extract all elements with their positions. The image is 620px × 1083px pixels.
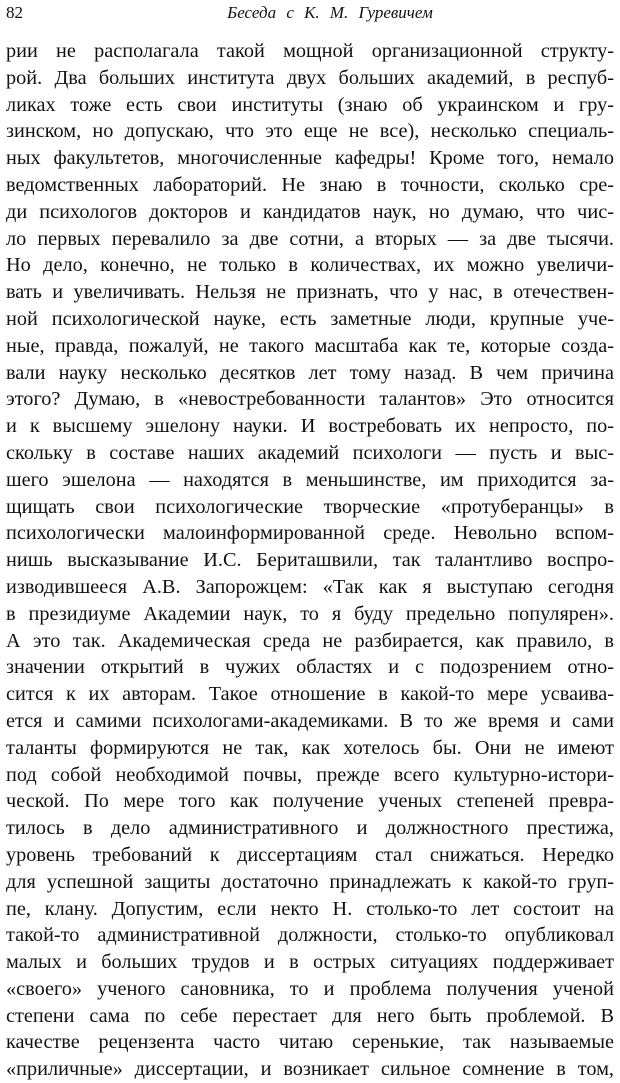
text-line: уровень требований к диссертациям стал снижаться. Нередко	[6, 843, 614, 866]
text-line: этого? Думаю, в «невостребованности талантов» Это относится	[6, 388, 614, 411]
text-line: ется и самими психологами-академиками. В то же время и сами	[6, 709, 614, 732]
page-number: 82	[6, 3, 23, 22]
text-line: ных факультетов, многочисленные кафедры! Кроме того, немало	[6, 147, 614, 170]
text-line: рой. Два больших института двух больших академий, в респуб-	[6, 66, 614, 89]
text-line: скольку в составе наших академий психологи — пусть и выс-	[6, 441, 614, 464]
text-line: таланты формируются не так, как хотелось бы. Они не имеют	[6, 736, 614, 759]
text-line: для успешной защиты достаточно принадлежать к какой-то груп-	[6, 870, 614, 893]
text-line: под собой необходимой почвы, прежде всего культурно-истори-	[6, 763, 614, 786]
text-line: малых и больших трудов и в острых ситуациях поддерживает	[6, 951, 614, 974]
text-line: «приличные» диссертации, и возникает сильное сомнение в том,	[6, 1058, 614, 1081]
text-line: А это так. Академическая среда не разбирается, как правило, в	[6, 629, 614, 652]
text-line: пе, клану. Допустим, если некто Н. столько-то лет состоит на	[6, 897, 614, 920]
text-line: ные, правда, пожалуй, не такого масштаба как те, которые созда-	[6, 334, 614, 357]
text-line: значении открытий в чужих областях и с подозрением отно-	[6, 656, 614, 679]
text-line: психологически малоинформированной среде. Невольно вспом-	[6, 522, 614, 545]
text-line: Но дело, конечно, не только в количествах, их можно увеличи-	[6, 254, 614, 277]
text-line: ческой. По мере того как получение ученых степеней превра-	[6, 790, 614, 813]
text-line: ведомственных лабораторий. Не знаю в точности, сколько сре-	[6, 173, 614, 196]
text-line: вали науку несколько десятков лет тому назад. В чем причина	[6, 361, 614, 384]
text-line: ди психологов докторов и кандидатов наук, но думаю, что чис-	[6, 200, 614, 223]
text-line: «своего» ученого сановника, то и проблема получения ученой	[6, 977, 614, 1000]
text-line: степени сама по себе перестает для него быть проблемой. В	[6, 1004, 614, 1027]
text-line: рии не располагала такой мощной организационной структу-	[6, 40, 614, 62]
text-line: шего эшелона — находятся в меньшинстве, им приходится за-	[6, 468, 614, 491]
text-line: качестве рецензента часто читаю серенькие, так называемые	[6, 1031, 614, 1054]
text-line: ликах тоже есть свои институты (знаю об украинском и гру-	[6, 93, 614, 116]
text-line: сится к их авторам. Такое отношение в какой-то мере усваива-	[6, 683, 614, 706]
text-line: зинском, но допускаю, что это еще не все), несколько специаль-	[6, 120, 614, 143]
text-line: вать и увеличивать. Нельзя не признать, что у нас, в отечествен-	[6, 281, 614, 304]
text-line: тилось в дело административного и должностного престижа,	[6, 817, 614, 840]
text-line: и к высшему эшелону науки. И востребовать их непросто, по-	[6, 415, 614, 438]
text-line: такой-то административной должности, столько-то опубликовал	[6, 924, 614, 947]
page-header	[6, 2, 614, 26]
text-line: щищать свои психологические творческие «протуберанцы» в	[6, 495, 614, 518]
running-title: Беседа с К. М. Гуревичем	[227, 3, 433, 22]
text-line: ло первых перевалило за две сотни, а вторых — за две тысячи.	[6, 227, 614, 250]
text-line: ной психологической науке, есть заметные люди, крупные уче-	[6, 307, 614, 330]
text-line: изводившееся А.В. Запорожцем: «Так как я выступаю сегодня	[6, 575, 614, 598]
text-line: в президиуме Академии наук, то я буду предельно популярен».	[6, 602, 614, 625]
body-text	[6, 38, 614, 1083]
text-line: нишь высказывание И.С. Бериташвили, так талантливо воспро-	[6, 549, 614, 572]
